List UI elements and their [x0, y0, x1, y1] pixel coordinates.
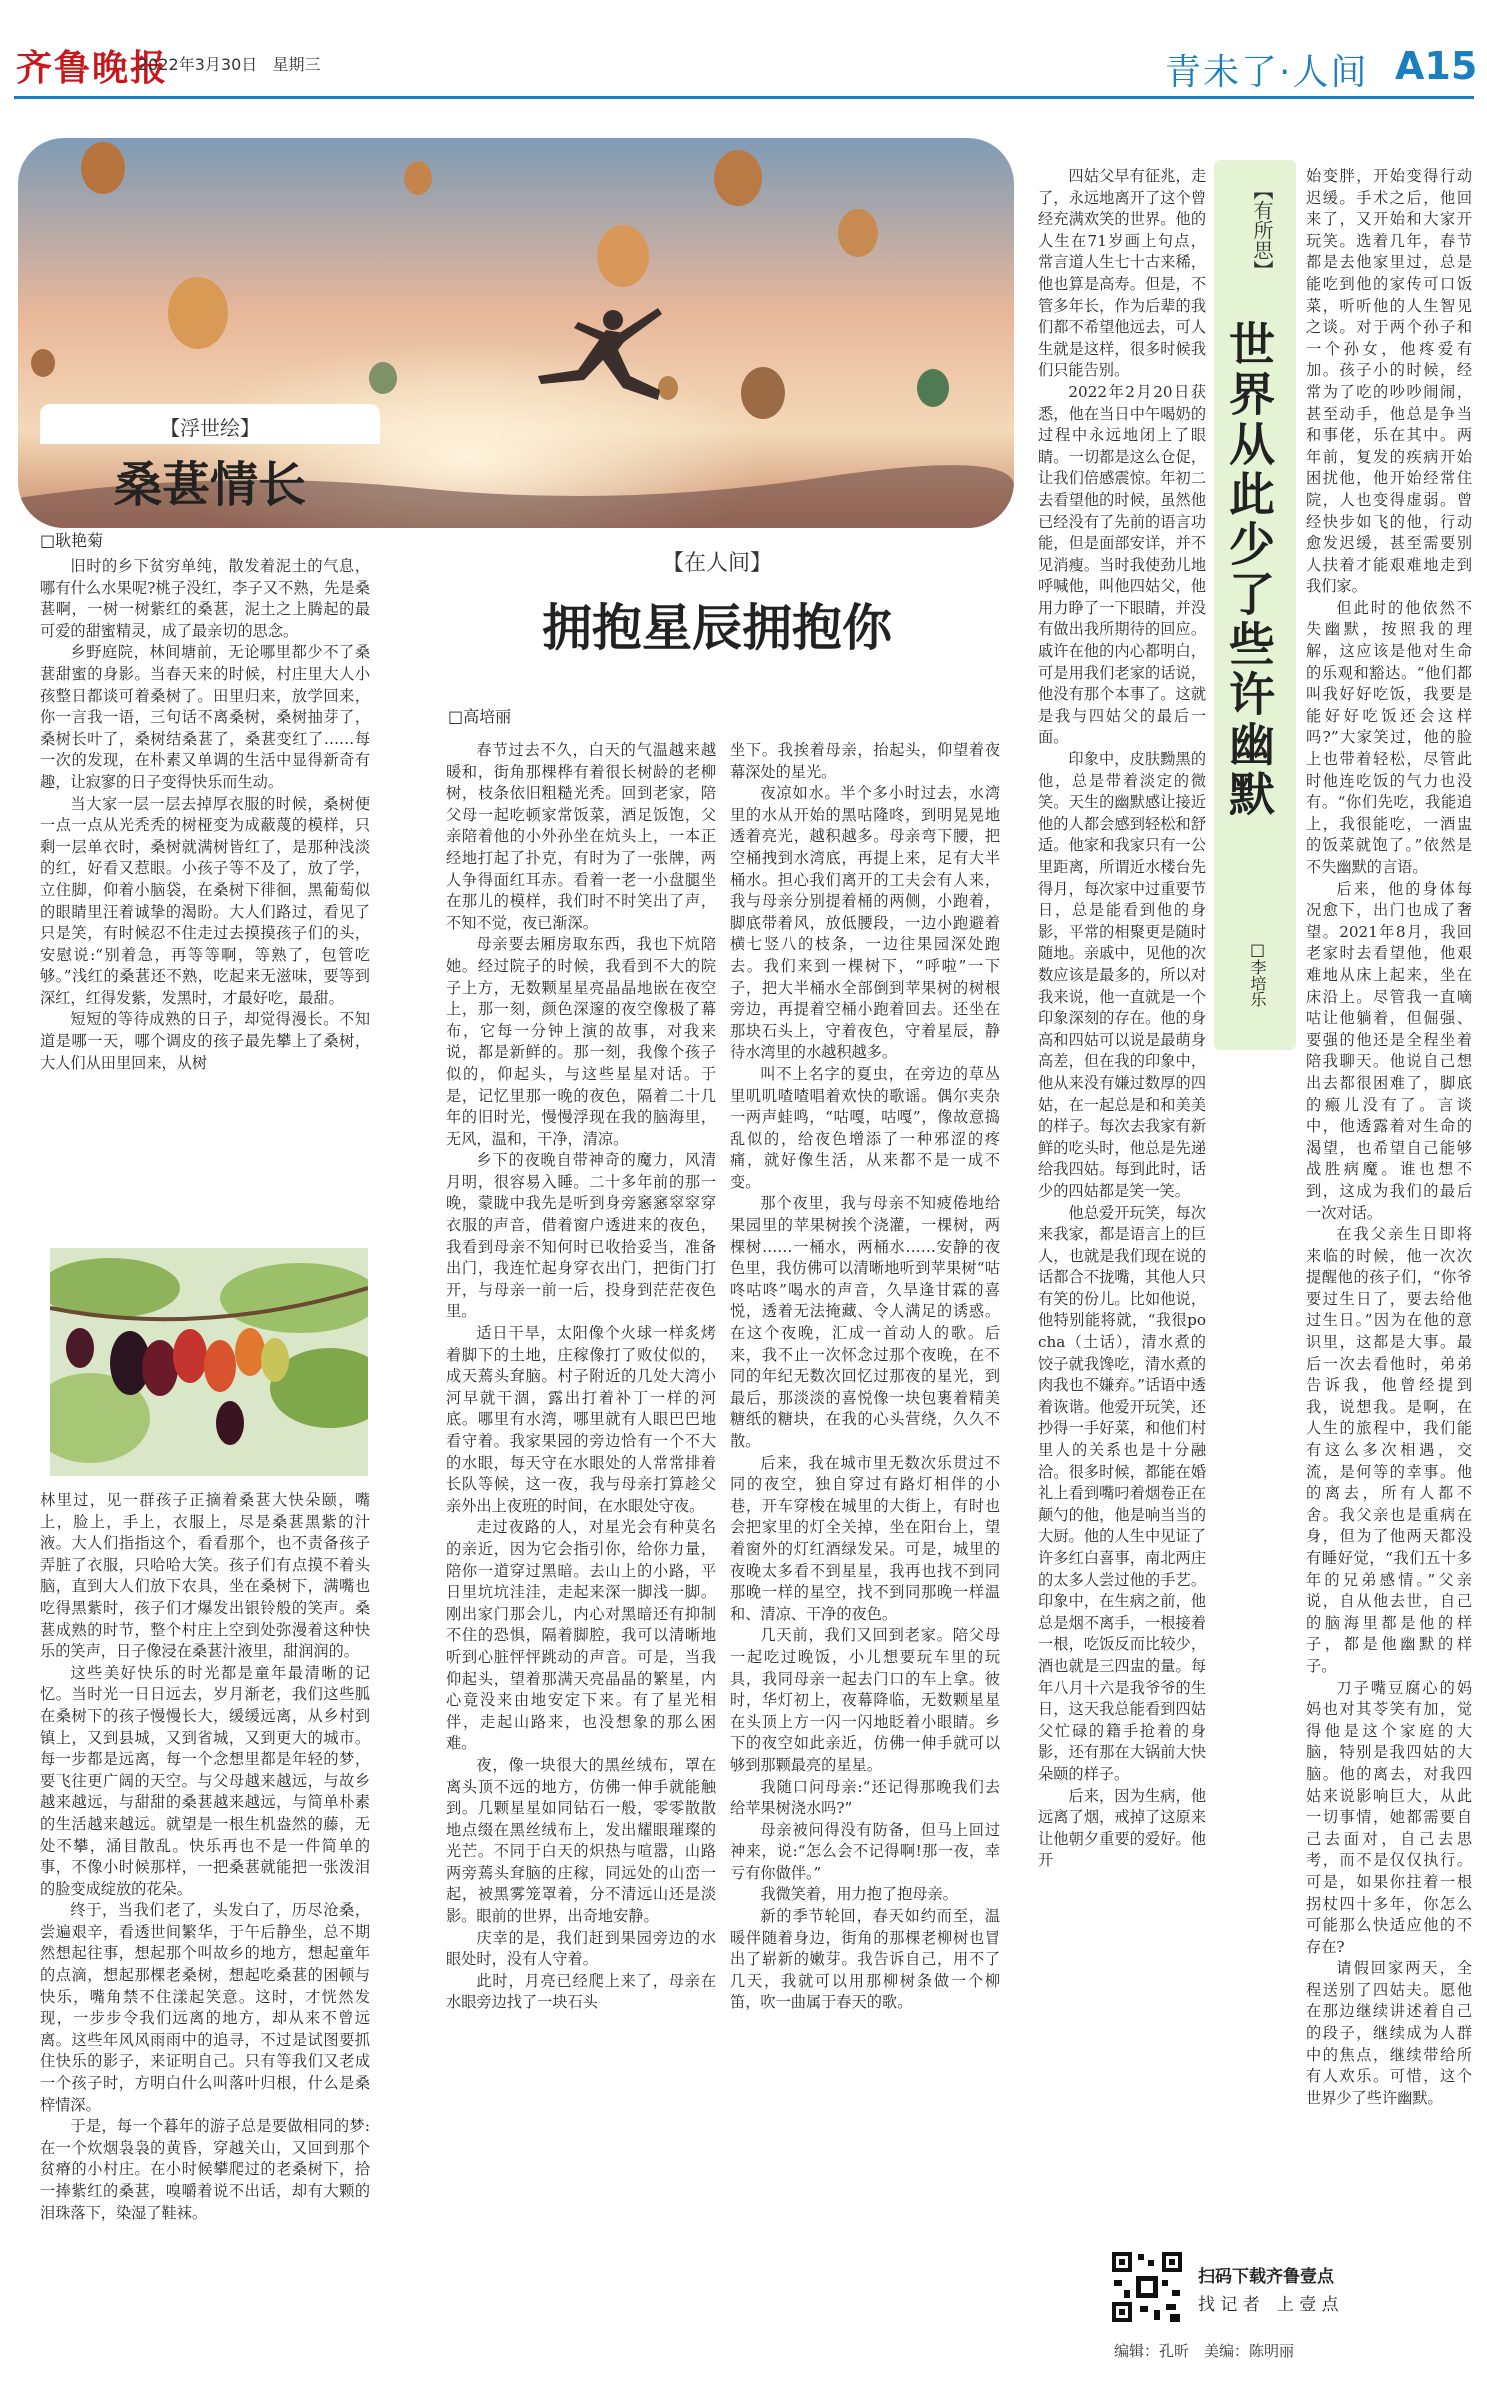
article3-tag: 【有所思】	[1250, 180, 1274, 280]
article1-body-top	[40, 556, 370, 1074]
qr-code-icon	[1110, 2250, 1184, 2324]
editor-credits: 编辑：孔昕 美编：陈明丽	[1114, 2342, 1295, 2360]
article3-title: 世界从此少了些许幽默	[1222, 320, 1276, 820]
mulberry-image	[50, 1248, 368, 1476]
article3-author: □李培乐	[1248, 940, 1267, 1007]
paragraph: 走过夜路的人，对星光会有种莫名的亲近，因为它会指引你，给你力量，陪你一道穿过黑暗。去山上的小路，平日里坑坑洼洼，走起来深一脚浅一脚。刚出家门那会儿，内心对黑暗还有抑制不住的恐惧，隔着脚腔，我可以清晰地听到心脏怦怦跳动的声音。可是，当我仰起头，望着那满天亮晶晶的繁星，内心竟没来由地安定下来。有了星光相伴，走起山路来，也没想象的那么困难。	[446, 1518, 716, 1753]
paragraph: 印象中，皮肤黝黑的他，总是带着淡定的微笑。天生的幽默感让接近他的人都会感到轻松和舒适。他家和我家只有一公里距离，所谓近水楼台先得月，每次家中过重要节日，总是能看到他的身影，平常的相聚更是随时随地。亲戚中，见他的次数应该是最多的，所以对我来说，他一直就是一个印象深刻的存在。他的身高和四姑可以说是最萌身高差，但在我的印象中，他从来没有嫌过数厚的四姑，在一起总是和和美美的样子。每次去我家有新鲜的吃头时，他总是先递给我四姑。每到此时，话少的四姑都是笑一笑。	[1038, 750, 1206, 1200]
paragraph: 母亲要去厢房取东西，我也下炕陪她。经过院子的时候，我看到不大的院子上方，无数颗星星亮晶晶地嵌在夜空上，那一刻，颜色深邃的夜空像极了幕布，它每一分钟上演的故事，对我来说，都是新鲜的。那一刻，我像个孩子似的，仰起头，与这些星星对话。于是，记忆里那一晚的夜色，隔着二十几年的旧时光，慢慢浮现在我的脑海里，无风，温和，干净，清凉。	[446, 935, 716, 1148]
date-text: 2022年3月30日	[138, 55, 258, 74]
paragraph: 后来，我在城市里无数次乐贯过不同的夜空，独自穿过有路灯相伴的小巷，开车穿梭在城里的大街上，有时也会把家里的灯全关掉，坐在阳台上，望着窗外的灯红酒绿发呆。可是，城里的夜晚太多看不到星星，我再也找不到同那晚一样的星空，找不到同那晚一样温和、清凉、干净的夜色。	[730, 1453, 1000, 1623]
header-rule	[14, 96, 1474, 99]
paragraph: 新的季节轮回，春天如约而至，温暖伴随着身边，街角的那棵老柳树也冒出了崭新的嫩芽。我告诉自己，用不了几天，我就可以用那柳树条做一个柳笛，吹一曲属于春天的歌。	[730, 1907, 1000, 2012]
article1-tag: 【浮世绘】	[160, 416, 260, 440]
paragraph: 几天前，我们又回到老家。陪父母一起吃过晚饭，小儿想要玩车里的玩具，我同母亲一起去门口的车上拿。彼时，华灯初上，夜幕降临，无数颗星星在头顶上方一闪一闪地眨着小眼睛。乡下的夜空如此亲近，仿佛一伸手就可以够到那颗最亮的星星。	[730, 1626, 1000, 1774]
article1-body-bottom	[40, 1490, 370, 2224]
paragraph: 夜凉如水。半个多小时过去，水湾里的水从开始的黑咕隆咚，到明晃晃地透着亮光，越积越多。母亲弯下腰，把空桶拽到水湾底，再提上来，足有大半桶水。担心我们离开的工夫会有人来，我与母亲分别提着桶的两侧，小跑着，脚底带着风，放低腰段，一边小跑避着横七竖八的枝条，一边往果园深处跑去。我们来到一棵树下，“呼啦”一下子，把大半桶水全部倒到苹果树的树根旁边，再提着空桶小跑着回去。还坐在那块石头上，守着夜色，守着星辰，静待水湾里的水越积越多。	[730, 784, 1000, 1062]
issue-date	[138, 52, 321, 75]
paragraph: 四姑父早有征兆，走了，永远地离开了这个曾经充满欢笑的世界。他的人生在71岁画上句点，常言道人生七十古来稀，他也算是高寿。但是，不管多年长，作为后辈的我们都不希望他远去，可人生就是这样，很多时候我们只能告别。	[1038, 167, 1206, 380]
qr-caption-line1: 扫码下载齐鲁壹点	[1198, 2267, 1334, 2287]
paragraph: 始变胖，开始变得行动迟缓。手术之后，他回来了，又开始和大家开玩笑。选着几年，春节都是去他家里过，总是能吃到他的家传可口饭菜，听听他的人生智见之谈。对于两个孙子和一个孙女，他疼爱有加。孩子小的时候，经常为了吃的吵吵闹闹，甚至动手，他总是争当和事佬，乐在其中。两年前，复发的疾病开始困扰他，他开始经常住院，人也变得虚弱。曾经快步如飞的他，行动愈发迟缓，甚至需要别人扶着才能艰难地走到我们家。	[1306, 167, 1472, 596]
paragraph: 这些美好快乐的时光都是童年最清晰的记忆。当时光一日日远去，岁月渐老，我们这些胍在桑树下的孩子慢慢长大，缓缓远离，从乡村到镇上，又到县城，又到省城，又到更大的城市。每一步都是远离，每一个念想里都是年轻的梦，要飞往更广阔的天空。与父母越来越远，与故乡越来越远，与甜甜的桑葚越来越远，与简单朴素的生活越来越远。就望是一根生机盎然的藤，无处不攀，涌目散乱。快乐再也不是一件简单的事，不像小时候那样，一把桑葚就能把一张泼泪的脸变成绽放的花朵。	[40, 1663, 370, 1898]
article1-author: □耿艳菊	[40, 531, 104, 550]
paragraph: 短短的等待成熟的日子，却觉得漫长。不知道是哪一天，哪个调皮的孩子最先攀上了桑树，大人们从田里回来，从树	[40, 1010, 370, 1072]
article2-author: □高培丽	[448, 707, 512, 726]
paragraph: 于是，每一个暮年的游子总是要做相同的梦:在一个炊烟袅袅的黄昏，穿越关山，又回到那个贫瘠的小村庄。在小时候攀爬过的老桑树下，拾一捧紫红的桑葚，嗅嚼着说不出话，却有大颗的泪珠落下，染湿了鞋袜。	[40, 2117, 370, 2222]
paragraph: 后来，他的身体每况愈下，出门也成了奢望。2021年8月，我回老家时去看望他，他艰难地从床上起来，坐在床沿上。尽管我一直嘀咕让他躺着，但倔强、要强的他还是全程坐着陪我聊天。他说自己想出去都很困难了，脚底的瘢儿没有了。言谈中，他透露着对生命的渴望，也希望自己能够战胜病魔。谁也想不到，这成为我们的最后一次对话。	[1306, 879, 1472, 1222]
masthead-logo: 齐鲁晚报	[16, 47, 169, 89]
section-title: 青未了·人间	[1165, 52, 1369, 93]
paragraph: 那个夜里，我与母亲不知疲倦地给果园里的苹果树挨个浇灌，一棵树，两棵树……一桶水，两桶水……安静的夜色里，我仿佛可以清晰地听到苹果树“咕咚咕咚”喝水的声音，久旱逢甘霖的喜悦，透着无法掩藏、令人满足的诱惑。在这个夜晚，汇成一首动人的歌。后来，我不止一次怀念过那个夜晚，在不同的年纪无数次回忆过那夜的星光，到最后，那淡淡的喜悦像一块包裹着精美糖纸的糖块，在我的心头营绕，久久不散。	[730, 1194, 1000, 1450]
paragraph: 当大家一层一层去掉厚衣服的时候，桑树便一点一点从光秃秃的树桠变为成蔽蔑的模样，只剩一层单衣时，桑树就满树皆红了，是那种浅淡的红，好看又惹眼。小孩子等不及了，放了学，立住脚，仰着小脑袋，在桑树下徘徊，黑葡萄似的眼睛里汪着诚挚的渴盼。大人们路过，看见了只是笑，有时候忍不住走过去摸摸孩子们的头，安慰说:“别着急，再等等啊，等熟了，包管吃够。”浅红的桑葚还不熟，吃起来无滋味，要等到深红，红得发紫，发黑时，才最好吃，最甜。	[40, 794, 370, 1007]
paragraph: 我微笑着，用力抱了抱母亲。	[760, 1885, 958, 1904]
mulberry-photo	[50, 1248, 368, 1476]
qr-code[interactable]	[1110, 2250, 1184, 2324]
paragraph: 在我父亲生日即将来临的时候，他一次次提醒他的孩子们，“你爷要过生日了，要去给他过生日。”因为在他的意识里，这都是大事。最后一次去看他时，弟弟告诉我，他曾经提到我，说想我。是啊，在人生的旅程中，我们能有这么多次相遇，交流，是何等的幸事。他的离去，所有人都不舍。我父亲也是重病在身，但为了他两天都没有睡好觉，“我们五十多年的兄弟感情。”父亲说，自从他去世，自己的脑海里都是他的样子，都是他幽默的样子。	[1306, 1225, 1472, 1675]
paragraph: 乡野庭院，林间塘前，无论哪里都少不了桑葚甜蜜的身影。当春天来的时候，村庄里大人小孩整日都谈可着桑树了。田里归来，放学回来，你一言我一语，三句话不离桑树，桑树抽芽了，桑树长叶了，桑树结桑葚了，桑葚变红了……每一次的发现，在朴素又单调的生活中显得新奇有趣，让寂寥的日子变得快乐而生动。	[40, 643, 370, 791]
paragraph: 我随口问母亲:“还记得那晚我们去给苹果树浇水吗?”	[730, 1777, 1000, 1818]
paragraph: 母亲被问得没有防备，但马上回过神来，说:“怎么会不记得啊!那一夜，幸亏有你做伴。”	[730, 1820, 1000, 1882]
paragraph: 夜，像一块很大的黑丝绒布，罩在离头顶不远的地方，仿佛一伸手就能触到。几颗星星如同钻石一般，零零散散地点缀在黑丝绒布上，发出耀眼璀璨的光芒。不同于白天的炽热与喧嚣，山路两旁蔫头耷脑的庄稼，同远处的山峦一起，被黑雾笼罩着，分不清远山还是淡影。眼前的世界，出奇地安静。	[446, 1755, 716, 1926]
article2-title: 拥抱星辰拥抱你	[542, 598, 892, 657]
paragraph: 此时，月亮已经爬上来了，母亲在水眼旁边找了一块石头	[446, 1971, 716, 2012]
paragraph: 庆幸的是，我们赶到果园旁边的水眼处时，没有人守着。	[446, 1928, 716, 1969]
weekday-text: 星期三	[272, 55, 321, 74]
page-number: A15	[1395, 44, 1478, 88]
article2-body-col2	[730, 740, 1000, 2014]
article2-body-col1	[446, 740, 716, 2014]
paragraph: 旧时的乡下贫穷单纯，散发着泥土的气息，哪有什么水果呢?桃子没红，李子又不熟，先是桑葚啊，一树一树紫红的桑葚，泥土之上腾起的最可爱的甜蜜精灵，成了最亲切的思念。	[40, 557, 370, 640]
paragraph: 坐下。我挨着母亲，抬起头，仰望着夜幕深处的星光。	[730, 741, 1000, 781]
article3-body-col1	[1038, 166, 1206, 1872]
paragraph: 适日干旱，太阳像个火球一样炙烤着脚下的土地，庄稼像打了败仗似的，成天蔫头耷脑。村子附近的几处大湾小河早就干涸，露出打着补丁一样的河底。哪里有水湾，哪里就有人眼巴巴地看守着。我家果园的旁边恰有一个不大的水眼，每天守在水眼处的人常常排着长队等候，这一夜，我与母亲打算趁父亲外出上夜班的时间，在水眼处守夜。	[446, 1324, 716, 1515]
article1-title: 桑葚情长	[113, 457, 306, 513]
paragraph: 叫不上名字的夏虫，在旁边的草丛里叽叽喳喳唱着欢快的歌谣。偶尔夹杂一两声蛙鸣，“咕嘎，咕嘎”，像故意捣乱似的，给夜色增添了一种邪涩的疼痛，就好像生活，从来都不是一成不变。	[730, 1064, 1000, 1191]
article2-tag: 【在人间】	[661, 551, 772, 576]
paragraph: 终于，当我们老了，头发白了，历尽沧桑，尝遍艰辛，看透世间繁华，于午后静坐，总不期然想起往事，想起那个叫故乡的地方，想起童年的点滴，想起那棵老桑树，想起吃桑葚的困顿与快乐，嘴角禁不住漾起笑意。这时，才恍然发现，一步步令我们远离的地方，却从来不曾远离。这些年风风雨雨中的追寻，不过是试图要抓住快乐的影子，来证明自己。只有等我们又老成一个孩子时，方明白什么叫落叶归根，什么是桑梓情深。	[40, 1901, 370, 2114]
article3-body-col2	[1306, 166, 1472, 2109]
paragraph: 请假回家两天，全程送别了四姑夫。愿他在那边继续讲述着自己的段子，继续成为人群中的焦点，继续带给所有人欢乐。可惜，这个世界少了些许幽默。	[1306, 1959, 1472, 2107]
paragraph: 后来，因为生病，他远离了烟，戒掉了这原来让他朝夕重要的爱好。他开	[1038, 1786, 1206, 1870]
paragraph: 但此时的他依然不失幽默，按照我的理解，这应该是他对生命的乐观和豁达。“他们都叫我好好吃饭，我要是能好好吃饭还会这样吗?”大家笑过，他的脸上也带着轻松，尽管此时他连吃饭的气力也没有。“你们先吃，我能追上，我很能吃，一酒盅的饭菜就饱了。”依然是不失幽默的言语。	[1306, 598, 1472, 876]
qr-caption-line2: 找 记 者 上 壹 点	[1198, 2295, 1339, 2315]
paragraph: 刀子嘴豆腐心的妈妈也对其苓笑有加，觉得他是这个家庭的大脑，特别是我四姑的大脑。他的离去，对我四姑来说影响巨大，从此一切事情，她都需要自己去面对，自己去思考，而不是仅仅执行。可是，如果你拄着一根拐杖四十多年，你怎么可能那么快适应他的不存在?	[1306, 1678, 1472, 1956]
paragraph: 乡下的夜晚自带神奇的魔力，风清月明，很容易入睡。二十多年前的那一晚，蒙眬中我先是听到身旁窸窸窣窣穿衣服的声音，借着窗户透进来的夜色，我看到母亲不知何时已收拾妥当，准备出门，我连忙起身穿衣出门，把街门打开，与母亲一前一后，投身到茫茫夜色里。	[446, 1151, 716, 1321]
paragraph: 他总爱开玩笑，每次来我家，都是语言上的巨人，也就是我们现在说的话都合不拢嘴，其他人只有笑的份儿。比如他说，他特别能将就，“我很pocha（土话），清水煮的饺子就我馋吃，清水煮的肉我也不嫌弃。”话语中透着诙谐。他爱开玩笑，还抄得一手好菜，和他们村里人的关系也是十分融洽。很多时候，都能在婚礼上看到嘴叼着烟卷正在颠勺的他，他是响当当的大厨。他的人生中见证了许多红白喜事，南北两庄的太多人尝过他的手艺。印象中，在生病之前，他总是烟不离手，一根接着一根，吃饭反而比较少，酒也就是三四盅的量。每年八月十六是我爷爷的生日，这天我总能看到四姑父忙碌的籍手抢着的身影，还有那在大锅前大快朵颐的样子。	[1038, 1203, 1206, 1783]
paragraph: 春节过去不久，白天的气温越来越暖和，街角那棵桦有着很长树龄的老柳树，枝条依旧粗糙光秃。回到老家，陪父母一起吃顿家常饭菜，酒足饭饱，父亲陪着他的小外孙坐在炕头上，一本正经地打起了扑克，有时为了一张牌，两人争得面红耳赤。看着一老一小盘腿坐在那儿的模样，我们时不时笑出了声，不知不觉，夜已渐深。	[446, 741, 716, 932]
paragraph: 2022年2月20日获悉，他在当日中午喝奶的过程中永远地闭上了眼睛。一切都是这么仓促，让我们倍感震惊。年初二去看望他的时候，虽然他已经没有了先前的语言功能，但是面部安详，并不见消瘦。当时我使劲儿地呼喊他，叫他四姑父，他用力睁了一下眼睛，并没有做出我所期待的回应。戚许在他的内心都明白，可是用我们老家的话说，他没有那个本事了。这就是我与四姑父的最后一面。	[1038, 382, 1206, 747]
paragraph: 林里过，见一群孩子正摘着桑葚大快朵颐，嘴上，脸上，手上，衣服上，尽是桑葚黑紫的汁液。大人们指指这个，看看那个，也不责备孩子弄脏了衣服，只哈哈大笑。孩子们有点摸不着头脑，直到大人们放下农具，坐在桑树下，满嘴也吃得黑紫时，孩子们才爆发出银铃般的笑声。桑葚成熟的时节，整个村庄上空到处弥漫着这种快乐的笑声，日子像浸在桑葚汁液里，甜润润的。	[40, 1491, 370, 1661]
